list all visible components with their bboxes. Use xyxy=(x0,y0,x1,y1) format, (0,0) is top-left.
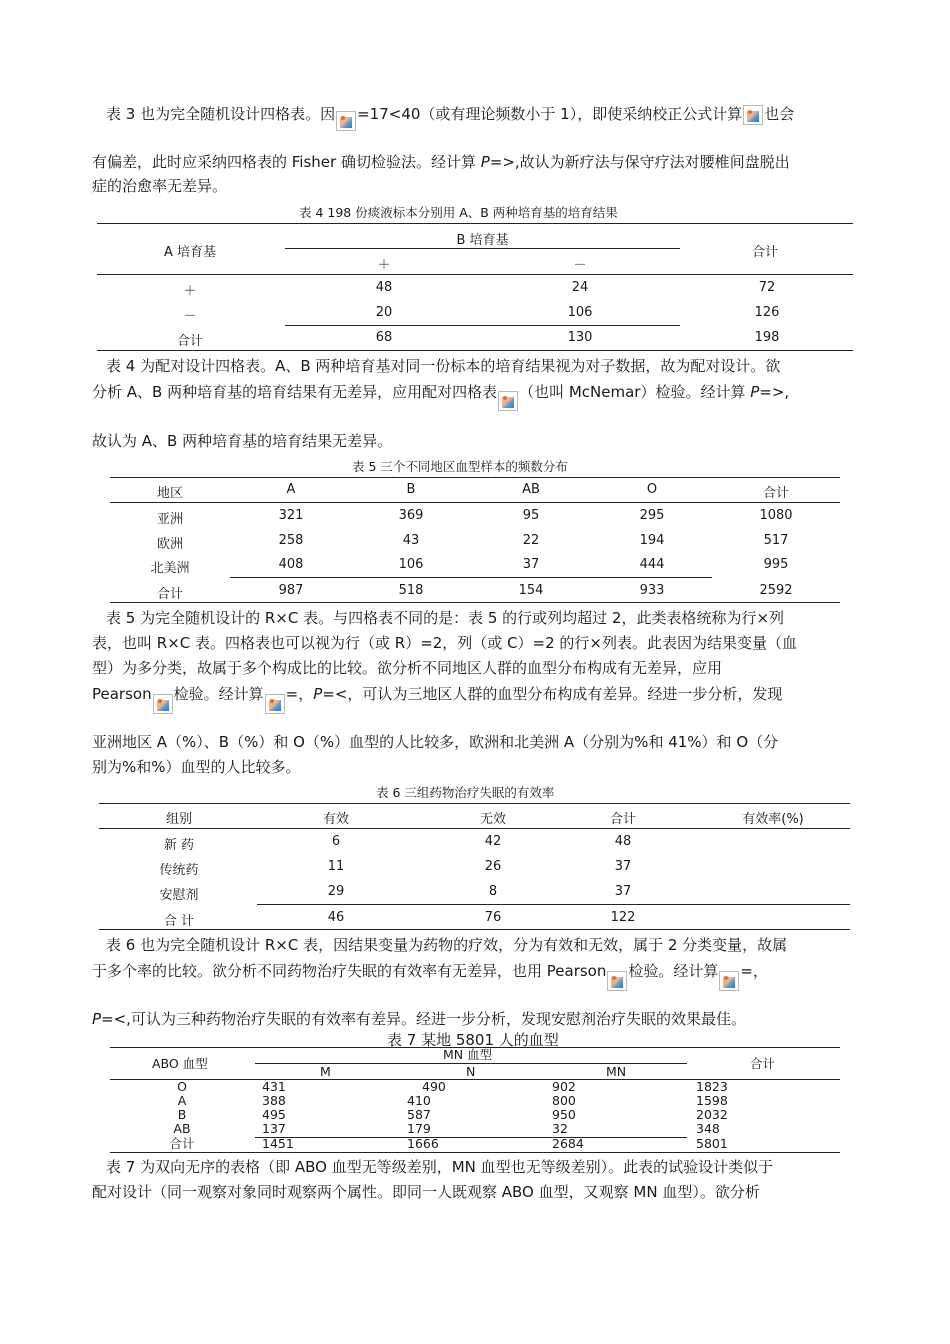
table-cell: 8 xyxy=(488,884,498,899)
table7-sub-header: MN xyxy=(606,1064,627,1079)
table-cell: 130 xyxy=(567,330,593,345)
table-cell: 106 xyxy=(398,557,424,572)
p2-line2 xyxy=(92,381,789,403)
table-cell: 800 xyxy=(552,1093,576,1108)
table-cell: 亚洲 xyxy=(156,512,183,527)
formula-image-icon xyxy=(719,971,739,991)
text: =， xyxy=(285,685,314,703)
table-cell: 6 xyxy=(331,834,341,849)
p4-line3 xyxy=(92,1008,746,1029)
table-cell: 1598 xyxy=(696,1093,728,1108)
table-cell: 20 xyxy=(375,305,393,320)
text: 分析 A、B 两种培育基的培育结果有无差异，应用配对四格表 xyxy=(92,383,498,401)
table-header-cell: O xyxy=(646,482,658,497)
table-cell: 154 xyxy=(518,583,544,598)
table7-sub-header: N xyxy=(466,1064,476,1079)
text: 表 3 也为完全随机设计四格表。因 xyxy=(106,105,336,123)
p4-line2 xyxy=(92,960,768,982)
rule xyxy=(110,1152,840,1153)
table-cell: AB xyxy=(173,1121,191,1136)
table-cell: 北美洲 xyxy=(150,561,190,576)
p3-line2 xyxy=(92,632,797,653)
p5-line1 xyxy=(106,1156,773,1177)
text: =， xyxy=(740,962,768,980)
p-symbol: P xyxy=(92,1010,102,1028)
table-cell: 1823 xyxy=(696,1079,728,1094)
table-cell: 444 xyxy=(639,557,665,572)
table-header-cell: 有效 xyxy=(322,812,349,827)
table-cell: 合计 xyxy=(156,587,183,602)
table-cell: 517 xyxy=(763,533,789,548)
formula-image-icon xyxy=(153,694,173,714)
text: 别为%和%）血型的人比较多。 xyxy=(92,758,301,776)
text: 也会 xyxy=(764,105,795,123)
rule xyxy=(230,577,712,578)
table-cell: 348 xyxy=(696,1121,720,1136)
text: 表 6 也为完全随机设计 R×C 表，因结果变量为药物的疗效，分为有效和无效，属于 2 分类变量，故属 xyxy=(106,936,788,954)
text: 配对设计（同一观察对象同时观察两个属性。即同一人既观察 ABO 血型，又观察 MN 血型）。欲分析 xyxy=(92,1183,760,1201)
text: 故认为 A、B 两种培育基的培育结果无差异。 xyxy=(92,432,393,450)
table-header-cell: 组别 xyxy=(165,812,192,827)
table-cell: 46 xyxy=(327,910,345,925)
table-cell: 194 xyxy=(639,533,665,548)
table7-col-header: ABO 血型 xyxy=(152,1056,208,1071)
table-cell: 933 xyxy=(639,583,665,598)
table-cell: 合 计 xyxy=(163,914,195,929)
text: 症的治愈率无差异。 xyxy=(92,177,228,195)
table-cell: 2592 xyxy=(759,583,793,598)
rule xyxy=(97,274,853,275)
p3-line6 xyxy=(92,756,301,777)
table-cell: ＋ xyxy=(183,284,197,299)
table-cell: 安慰剂 xyxy=(159,888,199,903)
table-cell: 2032 xyxy=(696,1107,728,1122)
rule xyxy=(110,602,840,603)
formula-image-icon xyxy=(607,971,627,991)
p1-line2 xyxy=(92,151,790,172)
table4-sub-header: － xyxy=(573,258,587,273)
table-cell: 410 xyxy=(407,1093,431,1108)
p5-line2 xyxy=(92,1181,760,1202)
table-cell: 42 xyxy=(484,834,502,849)
table-cell: 369 xyxy=(398,508,424,523)
text: 表，也叫 R×C 表。四格表也可以视为行（或 R）=2，列（或 C）=2 的行×列表。此表因为结果变量（血 xyxy=(92,634,797,652)
table-cell: 995 xyxy=(763,557,789,572)
rule xyxy=(99,828,850,829)
table-header-cell: AB xyxy=(522,482,540,497)
p1-line1 xyxy=(106,103,794,125)
text: =17<40（或有理论频数小于 1），即使采纳校正公式计算 xyxy=(357,105,743,123)
p-symbol: P xyxy=(750,383,760,401)
text: =<,可认为三种药物治疗失眠的有效率有差异。经进一步分析，发现安慰剂治疗失眠的效果最佳。 xyxy=(101,1010,746,1028)
table-cell: 48 xyxy=(375,280,393,295)
table-cell: 26 xyxy=(484,859,502,874)
p3-line4 xyxy=(92,683,782,705)
rule xyxy=(257,904,850,905)
text: 亚洲地区 A（%）、B（%）和 O（%）血型的人比较多，欧洲和北美洲 A（分别为%和 41%）和 O（分 xyxy=(92,733,779,751)
rule xyxy=(97,223,853,224)
rule xyxy=(110,502,840,503)
table-cell: 29 xyxy=(327,884,345,899)
table-cell: 43 xyxy=(402,533,420,548)
table4-total-header: 合计 xyxy=(751,245,778,260)
table-cell: 95 xyxy=(522,508,540,523)
text: 表 5 为完全随机设计的 R×C 表。与四格表不同的是：表 5 的行或列均超过 2，此类表格统称为行×列 xyxy=(106,609,785,627)
table-cell: 137 xyxy=(262,1121,286,1136)
table-cell: 987 xyxy=(278,583,304,598)
table-cell: － xyxy=(183,309,197,324)
rule xyxy=(99,803,850,804)
table-cell: 32 xyxy=(552,1121,568,1136)
text: 型）为多分类，故属于多个构成比的比较。欲分析不同地区人群的血型分布构成有无差异，应用 xyxy=(92,659,723,677)
table4-sub-header: ＋ xyxy=(377,258,391,273)
text: 有偏差，此时应采纳四格表的 Fisher 确切检验法。经计算 xyxy=(92,153,481,171)
p3-line3 xyxy=(92,657,722,678)
text: =<，可认为三地区人群的血型分布构成有差异。经进一步分析，发现 xyxy=(322,685,783,703)
table5-caption: 表 5 三个不同地区血型样本的频数分布 xyxy=(352,459,568,474)
table4-col-header: A 培育基 xyxy=(163,245,217,260)
rule xyxy=(285,325,680,326)
table-cell: A xyxy=(177,1093,187,1108)
table-cell: 518 xyxy=(398,583,424,598)
p-symbol: P xyxy=(313,685,323,703)
text: （也叫 McNemar）检验。经计算 xyxy=(519,383,751,401)
p-symbol: P xyxy=(480,153,490,171)
formula-image-icon xyxy=(336,111,356,131)
table-cell: 22 xyxy=(522,533,540,548)
p1-line3 xyxy=(92,175,227,196)
table-cell: 587 xyxy=(407,1107,431,1122)
text: 于多个率的比较。欲分析不同药物治疗失眠的有效率有无差异，也用 Pearson xyxy=(92,962,607,980)
table-cell: O xyxy=(177,1079,187,1094)
table-cell: 37 xyxy=(614,859,632,874)
table-cell: 1080 xyxy=(759,508,793,523)
table4-group-header: B 培育基 xyxy=(456,233,509,248)
text: 表 4 为配对设计四格表。A、B 两种培育基对同一份标本的培育结果视为对子数据，故为配对设计。欲 xyxy=(106,357,781,375)
table-cell: 5801 xyxy=(696,1136,728,1151)
rule xyxy=(99,929,850,930)
text: =>,故认为新疗法与保守疗法对腰椎间盘脱出 xyxy=(489,153,790,171)
table-cell: 24 xyxy=(571,280,589,295)
table7-caption: 表 7 某地 5801 人的血型 xyxy=(387,1031,559,1049)
table-cell: 495 xyxy=(262,1107,286,1122)
table-cell: 321 xyxy=(278,508,304,523)
table-cell: 431 xyxy=(262,1079,286,1094)
table-header-cell: 合计 xyxy=(609,812,636,827)
table-header-cell: 合计 xyxy=(762,486,789,501)
rule xyxy=(255,1137,687,1138)
rule xyxy=(285,248,680,249)
formula-image-icon xyxy=(498,391,518,411)
table-cell: 408 xyxy=(278,557,304,572)
table7-sub-header: M xyxy=(320,1064,331,1079)
p3-line5 xyxy=(92,731,778,752)
table-cell: 传统药 xyxy=(159,863,199,878)
table-cell: 950 xyxy=(552,1107,576,1122)
table7-group-header: MN 血型 xyxy=(443,1047,493,1062)
text: =>, xyxy=(759,383,790,401)
table-cell: 902 xyxy=(552,1079,576,1094)
table-cell: 合计 xyxy=(169,1136,195,1151)
table-cell: 37 xyxy=(614,884,632,899)
table-cell: B xyxy=(177,1107,187,1122)
table-cell: 198 xyxy=(754,330,780,345)
rule xyxy=(110,477,840,478)
table-header-cell: 地区 xyxy=(156,486,183,501)
table-cell: 388 xyxy=(262,1093,286,1108)
text: 检验。经计算 xyxy=(628,962,719,980)
table-cell: 合计 xyxy=(176,334,203,349)
table-cell: 258 xyxy=(278,533,304,548)
table-cell: 新 药 xyxy=(163,838,195,853)
table-cell: 122 xyxy=(610,910,636,925)
p4-line1 xyxy=(106,934,787,955)
table-header-cell: B xyxy=(406,482,416,497)
rule xyxy=(97,350,853,351)
table-cell: 106 xyxy=(567,305,593,320)
table-header-cell: A xyxy=(286,482,296,497)
table-cell: 1451 xyxy=(262,1136,294,1151)
table-cell: 76 xyxy=(484,910,502,925)
table-cell: 48 xyxy=(614,834,632,849)
table-cell: 37 xyxy=(522,557,540,572)
table-header-cell: 有效率(%) xyxy=(742,812,804,827)
table-cell: 11 xyxy=(327,859,345,874)
table6-caption: 表 6 三组药物治疗失眠的有效率 xyxy=(376,785,555,800)
table-cell: 126 xyxy=(754,305,780,320)
text: 表 7 为双向无序的表格（即 ABO 血型无等级差别，MN 血型也无等级差别）。此表的试验设计类似于 xyxy=(106,1158,774,1176)
table-header-cell: 无效 xyxy=(479,812,506,827)
text: Pearson xyxy=(92,685,152,703)
table-cell: 72 xyxy=(758,280,776,295)
table4-caption: 表 4 198 份痰液标本分别用 A、B 两种培育基的培育结果 xyxy=(299,205,618,220)
rule xyxy=(110,1079,840,1080)
table-cell: 179 xyxy=(407,1121,431,1136)
table-cell: 2684 xyxy=(552,1136,584,1151)
table-cell: 1666 xyxy=(407,1136,439,1151)
p2-line1 xyxy=(106,355,780,376)
formula-image-icon xyxy=(743,105,763,125)
table7-total-header: 合计 xyxy=(750,1056,776,1071)
formula-image-icon xyxy=(265,694,285,714)
table-cell: 295 xyxy=(639,508,665,523)
p3-line1 xyxy=(106,607,784,628)
table-cell: 68 xyxy=(375,330,393,345)
p2-line3 xyxy=(92,430,392,451)
text: 检验。经计算 xyxy=(173,685,264,703)
table-cell: 490 xyxy=(422,1079,446,1094)
table-cell: 欧洲 xyxy=(156,537,183,552)
